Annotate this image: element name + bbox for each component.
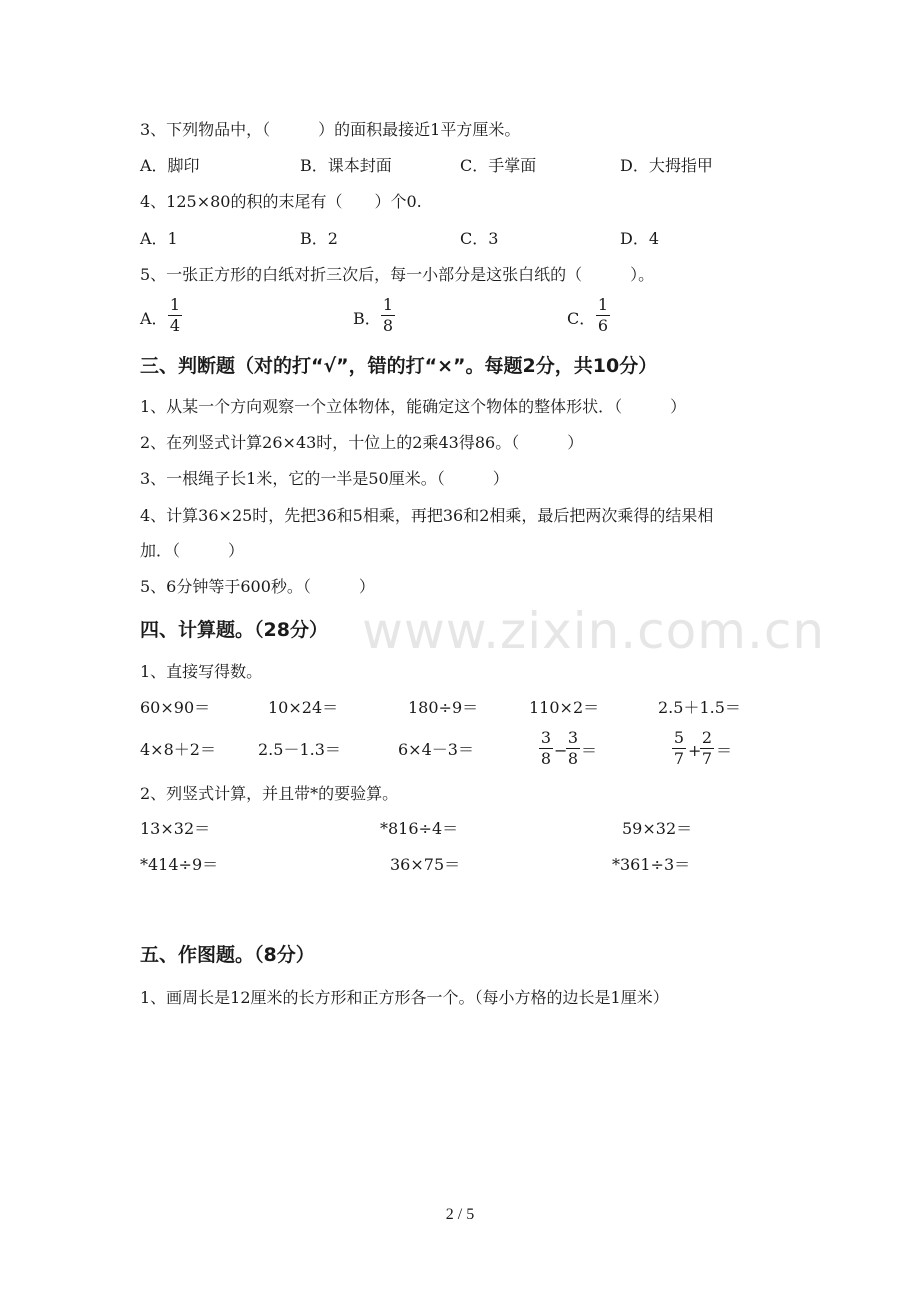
question-4-option-a: A．1 bbox=[140, 229, 178, 248]
oral-calc-item: 110×2＝ bbox=[529, 698, 600, 717]
question-4-option-c: C．3 bbox=[460, 229, 499, 248]
question-3-option-c: C．手掌面 bbox=[460, 156, 537, 175]
question-4-stem: 4、125×80的积的末尾有（ ）个0. bbox=[140, 192, 422, 211]
section-5-title: 五、作图题。（8分） bbox=[140, 944, 315, 966]
fraction-denominator: 8 bbox=[540, 749, 552, 768]
judgment-item-4: 4、计算36×25时，先把36和5相乘，再把36和2相乘，最后把两次乘得的结果相 bbox=[140, 506, 714, 525]
drawing-question-1: 1、画周长是12厘米的长方形和正方形各一个。（每小方格的边长是1厘米） bbox=[140, 988, 669, 1007]
fraction-denominator: 6 bbox=[597, 316, 609, 335]
fraction-denominator: 4 bbox=[169, 316, 181, 335]
fraction-denominator: 8 bbox=[567, 749, 579, 768]
question-3-stem: 3、下列物品中，（ ）的面积最接近1平方厘米。 bbox=[140, 120, 521, 139]
vertical-calc-item: *361÷3＝ bbox=[612, 855, 691, 874]
judgment-item-3: 3、一根绳子长1米，它的一半是50厘米。（ ） bbox=[140, 469, 509, 488]
watermark: www.zixin.com.cn bbox=[362, 602, 826, 660]
fraction-numerator: 3 bbox=[567, 728, 579, 747]
minus-operator: − bbox=[554, 741, 568, 760]
fraction-5-7 bbox=[672, 729, 686, 768]
calc-q1-title: 1、直接写得数。 bbox=[140, 662, 263, 681]
question-5-option-b-label: B． bbox=[353, 309, 381, 328]
fraction-numerator: 2 bbox=[701, 728, 713, 747]
fraction-3-8-a bbox=[539, 729, 553, 768]
oral-calc-item: 6×4－3＝ bbox=[398, 740, 474, 759]
vertical-calc-item: 36×75＝ bbox=[390, 855, 461, 874]
oral-calc-item: 180÷9＝ bbox=[408, 698, 479, 717]
judgment-item-1: 1、从某一个方向观察一个立体物体，能确定这个物体的整体形状．（ ） bbox=[140, 397, 687, 416]
oral-calc-item: 2.5＋1.5＝ bbox=[658, 698, 741, 717]
oral-calc-item: 4×8＋2＝ bbox=[140, 740, 216, 759]
fraction-numerator: 3 bbox=[540, 728, 552, 747]
fraction-numerator: 5 bbox=[673, 728, 685, 747]
question-5-option-b-fraction bbox=[381, 296, 395, 335]
vertical-calc-item: *414÷9＝ bbox=[140, 855, 219, 874]
question-4-option-b: B．2 bbox=[300, 229, 338, 248]
fraction-numerator: 1 bbox=[597, 295, 609, 314]
section-4-title: 四、计算题。（28分） bbox=[140, 619, 328, 641]
judgment-item-5: 5、6分钟等于600秒。（ ） bbox=[140, 577, 375, 596]
vertical-calc-item: 59×32＝ bbox=[622, 819, 693, 838]
question-5-option-c-label: C． bbox=[567, 309, 596, 328]
fraction-denominator: 8 bbox=[382, 316, 394, 335]
vertical-calc-item: *816÷4＝ bbox=[380, 819, 459, 838]
vertical-calc-item: 13×32＝ bbox=[140, 819, 211, 838]
fraction-denominator: 7 bbox=[701, 749, 713, 768]
equals-sign: ＝ bbox=[581, 741, 598, 760]
oral-calc-item: 2.5－1.3＝ bbox=[258, 740, 341, 759]
fraction-3-8-b bbox=[566, 729, 580, 768]
oral-calc-item: 10×24＝ bbox=[268, 698, 339, 717]
equals-sign: ＝ bbox=[716, 741, 733, 760]
judgment-item-4-continued: 加．（ ） bbox=[140, 541, 245, 560]
page-number: 2 / 5 bbox=[445, 1206, 475, 1223]
fraction-numerator: 1 bbox=[169, 295, 181, 314]
calc-q2-title: 2、列竖式计算，并且带*的要验算。 bbox=[140, 784, 399, 803]
question-3-option-d: D．大拇指甲 bbox=[620, 156, 713, 175]
section-3-title: 三、判断题（对的打“√”，错的打“×”。每题2分，共10分） bbox=[140, 355, 658, 377]
fraction-numerator: 1 bbox=[382, 295, 394, 314]
question-3-option-a: A．脚印 bbox=[140, 156, 200, 175]
question-4-option-d: D．4 bbox=[620, 229, 660, 248]
plus-operator: + bbox=[688, 741, 702, 760]
question-5-option-c-fraction bbox=[596, 296, 610, 335]
question-5-option-a-label: A． bbox=[140, 309, 168, 328]
question-3-option-b: B．课本封面 bbox=[300, 156, 392, 175]
question-5-stem: 5、一张正方形的白纸对折三次后，每一小部分是这张白纸的（ ）。 bbox=[140, 265, 655, 284]
question-5-option-a-fraction bbox=[168, 296, 182, 335]
fraction-2-7 bbox=[700, 729, 714, 768]
judgment-item-2: 2、在列竖式计算26×43时，十位上的2乘43得86。（ ） bbox=[140, 433, 584, 452]
fraction-denominator: 7 bbox=[673, 749, 685, 768]
oral-calc-item: 60×90＝ bbox=[140, 698, 211, 717]
